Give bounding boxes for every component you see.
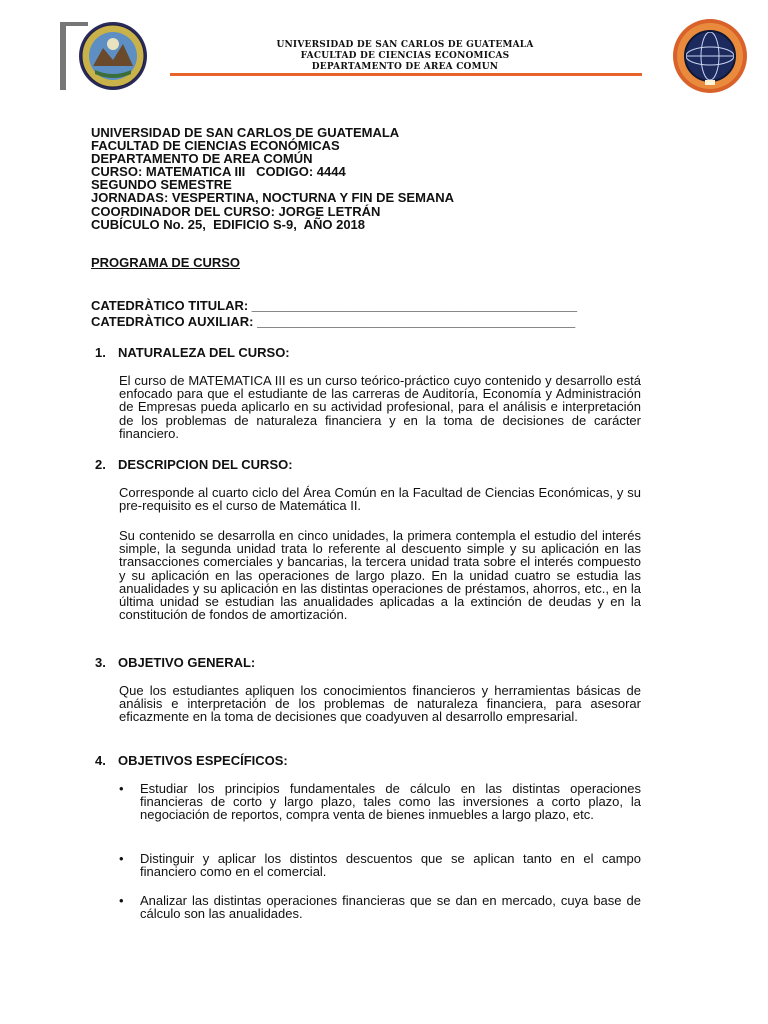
section-heading-objetivo-general (95, 655, 255, 670)
objectives-bullet-list (119, 852, 641, 878)
catedratico-auxiliar-line: CATEDRÀTICO AUXILIAR: ____________________________________________ (91, 314, 576, 329)
list-item (119, 894, 641, 920)
title-line: CUBÍCULO No. 25, EDIFICIO S-9, AÑO 2018 (91, 216, 366, 232)
university-seal-logo (60, 20, 156, 92)
header-institution-lines (170, 40, 640, 73)
header-line-2: FACULTAD DE CIENCIAS ECONOMICAS (300, 51, 510, 61)
faculty-emblem-logo (672, 18, 748, 94)
list-item-text: Distinguir y aplicar los distintos descuentos que se aplican tanto en el campo financiero como en el comercial. (140, 851, 641, 880)
section-paragraph: Corresponde al cuarto ciclo del Área Común en la Facultad de Ciencias Económicas, y su pre-requisito es el curso de Matemática II. (119, 485, 641, 514)
list-item (119, 852, 641, 878)
section-number: 3. (95, 655, 106, 670)
title-line: JORNADAS: VESPERTINA, NOCTURNA Y FIN DE SEMANA (91, 190, 455, 206)
section-heading-objetivos-especificos (95, 753, 288, 768)
list-item (119, 782, 641, 822)
list-item-text: Analizar las distintas operaciones financieras que se dan en mercado, cuya base de cálculo son las anualidades. (140, 893, 641, 922)
section-paragraph: Su contenido se desarrolla en cinco unidades, la primera contempla el estudio del interés simple, la segunda unidad trata lo referente al descuento simple y su aplicación en las transacciones comerciales y bancarias, la tercera unidad trata sobre el interés compuesto y su aplicación en las operaciones de largo plazo. En la unidad cuatro se estudia las anualidades y su aplicación en las distintas operaciones de préstamos, ahorros, etc., en la última unidad se estudian las anualidades aplicadas a la extinción de deudas y en la constitución de fondos de amortización. (119, 528, 641, 623)
section-heading-descripcion (95, 457, 293, 472)
section-paragraph: El curso de MATEMATICA III es un curso teórico-práctico cuyo contenido y desarrollo está enfocado para que el estudiante de las carreras de Auditoría, Economía y Administración de Empresas pueda aplicarlo en su actividad profesional, para el análisis e interpretación de los problemas de naturaleza financiera y en la toma de decisiones de carácter financiero. (119, 373, 641, 441)
section-title: NATURALEZA DEL CURSO: (118, 345, 290, 360)
objectives-bullet-list (119, 894, 641, 920)
header-line-3: DEPARTAMENTO DE AREA COMUN (311, 62, 499, 72)
section-heading-naturaleza (95, 345, 290, 360)
title-line: UNIVERSIDAD DE SAN CARLOS DE GUATEMALA (91, 125, 400, 140)
catedratico-titular-line: CATEDRÀTICO TITULAR: _____________________________________________ (91, 298, 578, 313)
section-number: 2. (95, 457, 106, 472)
title-line: FACULTAD DE CIENCIAS ECONÓMICAS (91, 138, 340, 154)
bullet-dot-icon: • (119, 851, 124, 866)
section-number: 1. (95, 345, 106, 360)
section-paragraph: Que los estudiantes apliquen los conocimientos financieros y herramientas básicas de análisis e interpretación de los problemas de naturaleza financiera, para asesorar eficazmente en la toma de decisiones que coadyuven al desarrollo empresarial. (119, 683, 641, 725)
section-title: OBJETIVOS ESPECÍFICOS: (118, 753, 288, 768)
list-item-text: Estudiar los principios fundamentales de cálculo en las distintas operaciones financieras de corto y largo plazo, tales como las inversiones a corto plazo, la negociación de reportos, compra venta de bienes inmuebles a largo plazo, etc. (140, 781, 641, 823)
section-title: DESCRIPCION DEL CURSO: (118, 457, 293, 472)
header-line-1: UNIVERSIDAD DE SAN CARLOS DE GUATEMALA (276, 40, 534, 50)
title-line: DEPARTAMENTO DE AREA COMÚN (91, 151, 313, 167)
objectives-bullet-list (119, 782, 641, 822)
title-line: COORDINADOR DEL CURSO: JORGE LETRÁN (91, 203, 381, 219)
bullet-dot-icon: • (119, 893, 124, 908)
title-line: SEGUNDO SEMESTRE (91, 177, 232, 193)
bullet-dot-icon: • (119, 781, 124, 796)
course-title-block (91, 126, 454, 231)
header-orange-rule (170, 73, 642, 76)
program-title: PROGRAMA DE CURSO (91, 255, 241, 270)
section-title: OBJETIVO GENERAL: (118, 655, 256, 670)
title-line: CURSO: MATEMATICA III CODIGO: 4444 (91, 164, 346, 180)
section-number: 4. (95, 753, 106, 768)
